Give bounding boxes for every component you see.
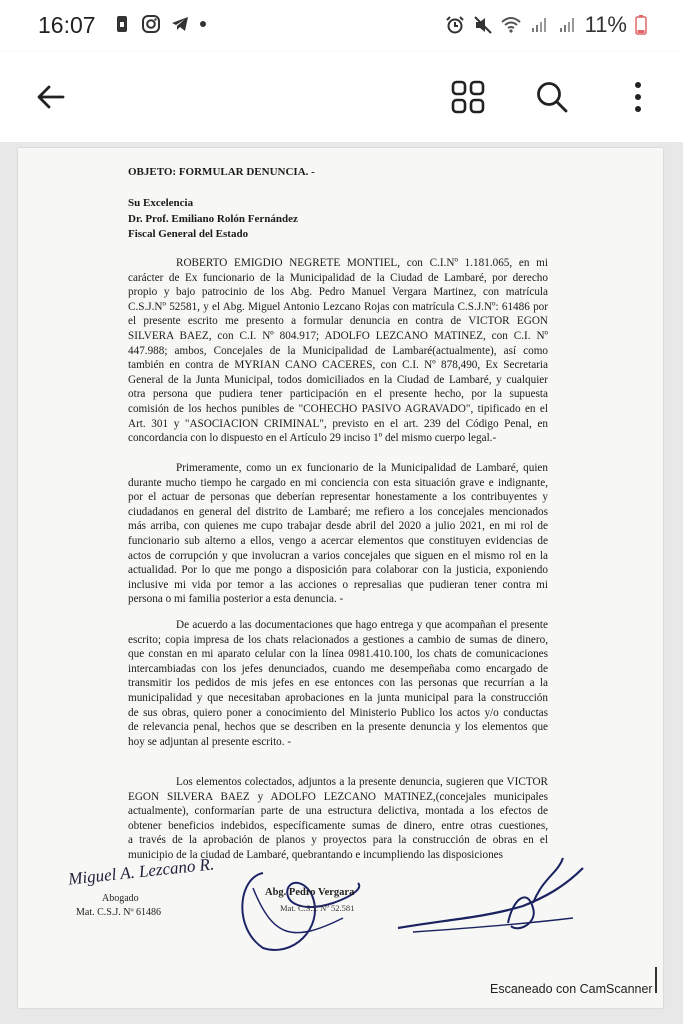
text-line: De acuerdo a las documentaciones que hago entrega y que acompañan el presente — [176, 619, 548, 631]
text-line: 447.988; ambos, Concejales de la Municipalidad de Lambaré(actualmente), así como — [128, 344, 548, 357]
more-vert-icon — [633, 80, 643, 114]
text-line: persona o mi familia posterior a esta denuncia. - — [128, 593, 344, 606]
text-line: el presente escrito me presento a formular denuncia en contra de VICTOR EGON — [128, 315, 548, 328]
status-bar — [0, 0, 683, 52]
telegram-icon — [170, 14, 190, 34]
document-subject: OBJETO: FORMULAR DENUNCIA. - — [128, 166, 315, 178]
back-button[interactable] — [28, 74, 74, 120]
signature-area — [18, 848, 663, 998]
text-line: comisión de los hechos punibles de "COHECHO PASIVO AGRAVADO", tipificado en el — [128, 402, 548, 415]
signal-icon — [529, 15, 549, 35]
signature-2-registration: Mat. C.S.J. Nº 52.581 — [280, 903, 355, 913]
text-line: durante mucho tiempo he cargado en mi conciencia con esta situación grave e indignante, — [128, 476, 548, 489]
battery-icon — [635, 15, 647, 35]
text-line: escrito; copia impresa de los chats relacionados a gestiones a cambio de sumas de dinero, — [128, 633, 548, 646]
document-addressee — [128, 196, 298, 243]
text-line: municipalidad y que necesitaban aprobaciones en la junta municipal para la construcción — [128, 691, 548, 704]
search-button[interactable] — [529, 74, 575, 120]
text-line: que constan en mi aparato celular con la línea 0981.410.100, los chats de comunicaciones — [128, 648, 548, 661]
text-line: transmitir los pedidos de mis jefes en ese entonces con las personas que recurrían a la — [128, 677, 548, 690]
text-line: SILVERA BAEZ, con C.I. Nº 804.917; ADOLFO LEZCANO MATINEZ, con C.I. Nº — [128, 329, 548, 342]
signature-1-handwriting: Miguel A. Lezcano R. — [67, 854, 216, 889]
alarm-icon — [445, 15, 465, 35]
sim-icon — [112, 14, 132, 34]
camscanner-watermark: Escaneado con CamScanner — [490, 982, 653, 996]
address-line: Su Excelencia — [128, 197, 194, 209]
back-arrow-icon — [36, 82, 66, 112]
paragraph-3 — [128, 618, 548, 749]
text-line: municipio de la ciudad de Lambaré, quebrantando e incumpliendo las disposiciones — [128, 848, 503, 861]
text-line: hoy se adjuntan al presente escrito. - — [128, 735, 292, 748]
address-line: Fiscal General del Estado — [128, 228, 249, 240]
paragraph-1 — [128, 256, 548, 446]
text-line: ciudadanos en general del distrito de Lambaré; me refiero a los concejales mencionados — [128, 505, 548, 518]
text-line: propio y bajo patrocinio de los Abg. Pedro Manuel Vergara Martinez, con matrícula — [128, 286, 548, 299]
text-line: Primeramente, como un ex funcionario de la Municipalidad de Lambaré, quien — [176, 462, 548, 474]
document-page — [18, 148, 663, 1008]
status-time: 16:07 — [38, 12, 96, 38]
text-line: otra persona que pudiera tener participación en el presente hecho, por la supuesta — [128, 388, 548, 401]
signature-1-title: Abogado — [102, 893, 139, 904]
signal-icon — [557, 15, 577, 35]
text-line: Los elementos colectados, adjuntos a la presente denuncia, sugieren que VICTOR — [176, 776, 548, 788]
text-line: por el actuar de personas que deberían representar honestamente a los contribuyentes y — [128, 491, 548, 504]
grid-view-button[interactable] — [445, 74, 491, 120]
wifi-icon — [501, 15, 521, 35]
text-line: intercambiadas con los jefes denunciados, cuando me desempeñaba como encargado de — [128, 662, 548, 675]
instagram-icon — [141, 14, 161, 34]
document-viewer[interactable] — [0, 142, 683, 1024]
grid-view-icon — [451, 80, 485, 114]
text-line: C.S.J.Nº 52581, y el Abg. Miguel Antonio Lezcano Rojas con matrícula C.S.J.Nº: 61486 por — [128, 300, 548, 313]
text-line: obtener beneficios indebidos, específicamente sumas de dinero, entre otras cuestiones, — [128, 819, 548, 832]
text-line: actualidad. Por lo que me pongo a disposición para colaborar con la justicia, exponiendo — [128, 564, 548, 577]
signature-1-registration: Mat. C.S.J. Nº 61486 — [76, 907, 162, 918]
text-line: actualmente), conformarían parte de una estructura delictiva, montada a los efectos de — [128, 805, 548, 818]
page-edge-mark — [655, 967, 657, 993]
mute-icon — [473, 15, 493, 35]
text-line: de sus obras, quiero poner a conocimiento del Ministerio Publico los actos y/o conductas — [128, 706, 548, 719]
address-line: Dr. Prof. Emiliano Rolón Fernández — [128, 212, 298, 225]
signature-2-stamp-name: Abg. Pedro Vergara — [265, 887, 355, 898]
text-line: carácter de Ex funcionario de la Municipalidad de la Ciudad de Lambaré, por derecho — [128, 271, 548, 284]
text-line: más arriba, con quienes me cupo trabajar desde abril del 2020 a julio 2021, en mi rol de — [128, 520, 548, 533]
more-options-button[interactable] — [615, 74, 661, 120]
signature-3-scribble — [393, 848, 593, 958]
text-line: de relevancia penal, hechos que se describen en la presente denuncia y los elementos que — [128, 721, 548, 734]
app-bar — [0, 52, 683, 142]
text-line: funcionario sub alterno a ellos, vengo a acercar elementos que constituyen evidencias de — [128, 534, 548, 547]
text-line: EGON SILVERA BAEZ y ADOLFO LEZCANO MATINEZ,(concejales municipales — [128, 790, 548, 803]
paragraph-2 — [128, 461, 548, 607]
text-line: inclusive mi vida por temor a las acciones o represalias que pudieran tener contra mi — [128, 578, 548, 591]
text-line: actos de corrupción y que involucran a varios concejales que siguen en el mismo rol en la — [128, 549, 548, 562]
text-line: a través de la aprobación de planos y proyectos para la construcción de obras en el — [128, 834, 548, 847]
dot-icon — [199, 20, 207, 28]
text-line: ROBERTO EMIGDIO NEGRETE MONTIEL, con C.I.Nº 1.181.065, en mi — [176, 257, 548, 269]
text-line: también en contra de MYRIAN CANO CACERES, con C.I. Nº 878,490, Ex Secretaria — [128, 359, 548, 372]
search-icon — [535, 80, 569, 114]
text-line: concordancia con lo dispuesto en el Artículo 29 inciso 1º del mismo cuerpo legal.- — [128, 432, 497, 445]
text-line: Art. 301 y "ASOCIACION CRIMINAL", previsto en el art. 239 del Código Penal, en — [128, 417, 548, 430]
text-line: General de la Junta Municipal, todos domiciliados en la Ciudad de Lambaré, y cualquier — [128, 373, 548, 386]
battery-percent: 11% — [584, 12, 627, 37]
